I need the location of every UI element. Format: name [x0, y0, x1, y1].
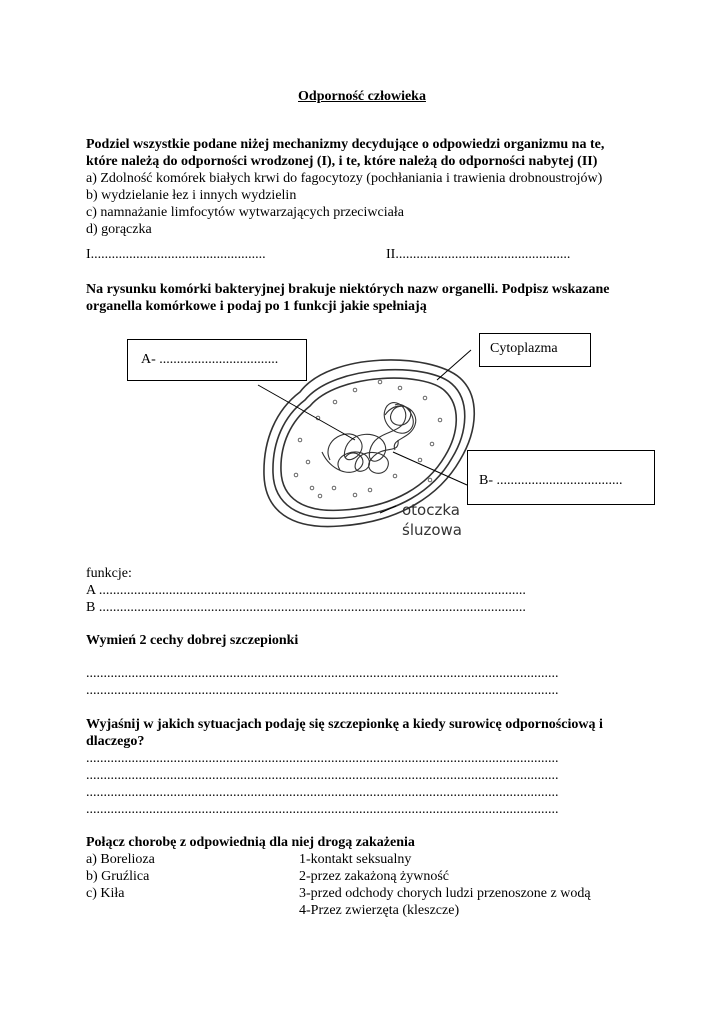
functions-label: funkcje: — [86, 566, 132, 581]
route-4: 4-Przez zwierzęta (kleszcze) — [299, 903, 460, 918]
function-a-line[interactable]: A .......................................................................................................................... — [86, 583, 526, 598]
q1-item-d: d) gorączka — [86, 222, 152, 237]
label-b: B- .................................... — [479, 473, 623, 488]
label-box-b[interactable] — [467, 450, 655, 505]
q4-answer-line1[interactable]: ....................................................................................................................................... — [86, 751, 559, 766]
function-b-line[interactable]: B .......................................................................................................................... — [86, 600, 526, 615]
route-1: 1-kontakt seksualny — [299, 852, 412, 867]
disease-b: b) Gruźlica — [86, 869, 150, 884]
pointer-line-a — [258, 385, 355, 440]
q1-answer-i[interactable]: I.................................................. — [86, 247, 266, 262]
label-box-cytoplazma — [479, 333, 591, 367]
q1-item-c: c) namnażanie limfocytów wytwarzających przeciwciała — [86, 205, 404, 220]
q1-answer-ii[interactable]: II.................................................. — [386, 247, 571, 262]
q1-item-b: b) wydzielanie łez i innych wydzielin — [86, 188, 297, 203]
capsule-caption-line2: śluzowa — [402, 521, 462, 539]
capsule-caption-line1: otoczka — [402, 501, 460, 519]
label-cytoplazma: Cytoplazma — [490, 341, 558, 356]
q4-answer-line2[interactable]: ....................................................................................................................................... — [86, 768, 559, 783]
label-box-a[interactable] — [127, 339, 307, 381]
page-title: Odporność człowieka — [298, 89, 426, 104]
q1-prompt-line1: Podziel wszystkie podane niżej mechanizmy decydujące o odpowiedzi organizmu na te, — [86, 137, 605, 152]
disease-c: c) Kiła — [86, 886, 125, 901]
q2-prompt-line1: Na rysunku komórki bakteryjnej brakuje niektórych nazw organelli. Podpisz wskazane — [86, 282, 610, 297]
pointer-line-cyto — [437, 350, 471, 380]
q3-prompt: Wymień 2 cechy dobrej szczepionki — [86, 633, 299, 648]
ribosome-dots — [294, 380, 442, 498]
route-2: 2-przez zakażoną żywność — [299, 869, 450, 884]
route-3: 3-przed odchody chorych ludzi przenoszone z wodą — [299, 886, 591, 901]
label-a: A- .................................. — [141, 352, 279, 367]
q2-prompt-line2: organella komórkowe i podaj po 1 funkcji jakie spełniają — [86, 299, 427, 314]
q1-prompt-line2: które należą do odporności wrodzonej (I), i te, które należą do odporności nabytej (II) — [86, 154, 598, 169]
disease-a: a) Borelioza — [86, 852, 155, 867]
q1-item-a: a) Zdolność komórek białych krwi do fagocytozy (pochłaniania i trawienia drobnoustrojów) — [86, 171, 603, 186]
pointer-line-b — [393, 452, 467, 485]
q3-answer-line1[interactable]: ....................................................................................................................................... — [86, 666, 559, 681]
q3-answer-line2[interactable]: ....................................................................................................................................... — [86, 683, 559, 698]
q4-answer-line3[interactable]: ....................................................................................................................................... — [86, 785, 559, 800]
q4-prompt-line2: dlaczego? — [86, 734, 145, 749]
nucleoid-dna — [322, 403, 416, 474]
q4-answer-line4[interactable]: ....................................................................................................................................... — [86, 802, 559, 817]
q5-prompt: Połącz chorobę z odpowiednią dla niej drogą zakażenia — [86, 835, 415, 850]
cell-wall — [273, 370, 465, 519]
q4-prompt-line1: Wyjaśnij w jakich sytuacjach podaję się szczepionkę a kiedy surowicę odpornościową i — [86, 717, 603, 732]
pointer-line-capsule — [380, 506, 396, 513]
